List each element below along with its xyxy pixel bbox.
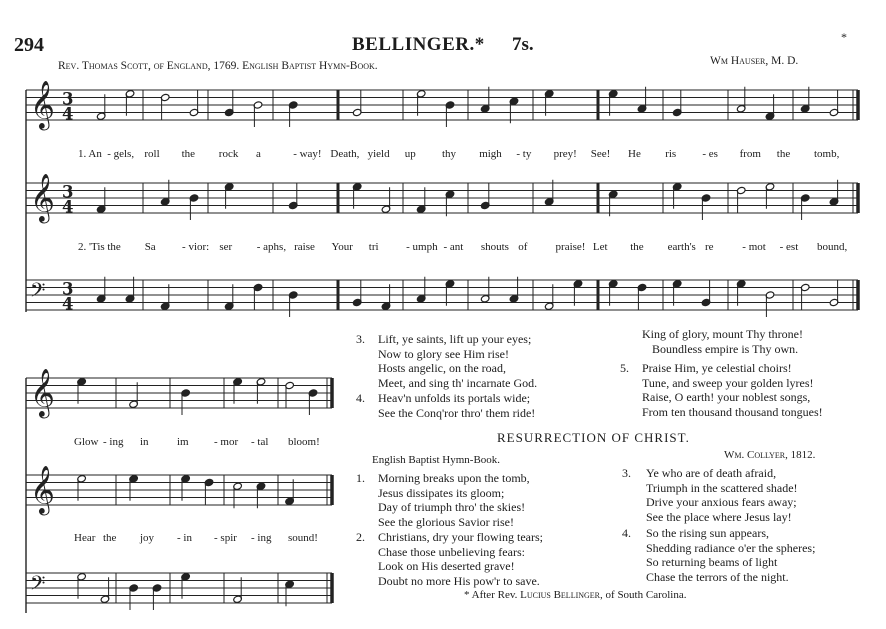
lyric-syllable: the bbox=[107, 241, 121, 253]
lyric-syllable: - mot bbox=[742, 241, 766, 253]
lyric-syllable: in bbox=[140, 436, 149, 448]
lyric-syllable: sound! bbox=[288, 532, 318, 544]
lyric-syllable: - ty bbox=[516, 148, 532, 160]
lyric-syllable: up bbox=[404, 148, 416, 160]
lyric-syllable: - ing bbox=[103, 436, 124, 448]
lyric-syllable: roll bbox=[144, 148, 160, 160]
lyric-syllable: - aphs, bbox=[256, 241, 287, 253]
verse-line: Shedding radiance o'er the spheres; bbox=[646, 540, 816, 555]
verse-line: Boundless empire is Thy own. bbox=[652, 341, 799, 356]
stanza-number: 3. bbox=[622, 466, 631, 480]
verse-line: Praise Him, ye celestial choirs! bbox=[642, 361, 792, 375]
verse-line: Chase those unbelieving fears: bbox=[378, 544, 525, 559]
lyric-syllable: shouts bbox=[480, 241, 509, 253]
verse-line: Morning breaks upon the tomb, bbox=[378, 471, 530, 485]
verse-line: See the place where Jesus lay! bbox=[646, 509, 792, 524]
verse-line: Lift, ye saints, lift up your eyes; bbox=[378, 332, 532, 346]
lyric-syllable: migh bbox=[479, 148, 502, 160]
lyric-syllable: - in bbox=[177, 532, 192, 544]
hymn2-source: English Baptist Hymn-Book. bbox=[372, 454, 501, 466]
stanza-number: 2. bbox=[356, 530, 365, 544]
lyric-syllable: the bbox=[103, 532, 117, 544]
page-number: 294 bbox=[14, 34, 44, 56]
verse-line: Now to glory see Him rise! bbox=[378, 346, 509, 361]
lyric-syllable: joy bbox=[140, 532, 155, 544]
lyric-syllable: - gels, bbox=[107, 148, 135, 160]
lyric-syllable: ser bbox=[219, 241, 233, 253]
lyric-syllable: rock bbox=[218, 148, 239, 160]
stanza-text bbox=[378, 332, 537, 390]
time-signature-icon: 4 bbox=[62, 197, 74, 217]
bass-clef-icon: 𝄢 bbox=[30, 571, 46, 600]
lyric-syllable: - es bbox=[702, 148, 718, 160]
stanza-text bbox=[642, 361, 823, 419]
verse-line: Raise, O earth! your noblest songs, bbox=[642, 390, 811, 405]
treble-clef-icon: 𝄞 bbox=[30, 79, 55, 129]
lyric-syllable: Hear bbox=[74, 532, 96, 544]
lyric-syllable: a bbox=[256, 148, 261, 160]
lyric-syllable: 2. 'Tis bbox=[78, 241, 105, 253]
stanza-number: 3. bbox=[356, 332, 365, 346]
footnote bbox=[464, 589, 687, 601]
lyric-syllable: yield bbox=[367, 148, 390, 160]
lyric-syllable: Your bbox=[331, 241, 353, 253]
stanza-text bbox=[646, 526, 815, 584]
hymn2-author: Wm. Collyer, 1812. bbox=[724, 449, 816, 461]
verse-line: From ten thousand thousand tongues! bbox=[642, 404, 823, 419]
verse-line: Look on His deserted grave! bbox=[378, 559, 515, 574]
verse-line: Drive your anxious fears away; bbox=[646, 495, 797, 510]
lyric-syllable: bound, bbox=[817, 241, 848, 253]
lyric-syllable: earth's bbox=[667, 241, 696, 253]
stanza-number: 1. bbox=[356, 471, 365, 485]
verse-line: Christians, dry your flowing tears; bbox=[378, 530, 543, 544]
lyric-syllable: raise bbox=[294, 241, 315, 253]
verse-line: Jesus dissipates its gloom; bbox=[378, 485, 505, 500]
lyric-syllable: the bbox=[181, 148, 196, 160]
lyric-syllable: - vior: bbox=[182, 241, 210, 253]
lyric-syllable: im bbox=[177, 436, 189, 448]
stanza-number: 5. bbox=[620, 361, 629, 375]
lyric-syllable: re bbox=[704, 241, 714, 253]
meter-label: 7s. bbox=[512, 34, 534, 55]
stanza-text bbox=[378, 471, 530, 529]
words-credit: Rev. Thomas Scott, of England, 1769. English Baptist Hymn-Book. bbox=[58, 60, 378, 72]
footnote-prefix: * After Rev. bbox=[464, 589, 518, 601]
lyric-syllable: - ant bbox=[443, 241, 464, 253]
lyric-syllable: praise! bbox=[555, 241, 586, 253]
verse-line: Triumph in the scattered shade! bbox=[646, 480, 798, 495]
lyric-syllable: ris bbox=[665, 148, 677, 160]
footnote-name: Lucius Bellinger, bbox=[520, 589, 603, 601]
treble-clef-icon: 𝄞 bbox=[30, 367, 55, 417]
lyric-syllable: of bbox=[518, 241, 528, 253]
lyric-syllable: Sa bbox=[144, 241, 156, 253]
stanza-text bbox=[378, 391, 535, 420]
time-signature-icon: 3 bbox=[62, 89, 74, 109]
verse-line: Chase the terrors of the night. bbox=[646, 569, 789, 584]
stanza-text-continued bbox=[642, 327, 803, 356]
stanza-text bbox=[646, 466, 798, 524]
verse-line: Heav'n unfolds its portals wide; bbox=[378, 391, 531, 405]
hymn2-title: RESURRECTION OF CHRIST. bbox=[497, 430, 690, 445]
time-signature-icon: 3 bbox=[62, 279, 74, 299]
verse-line: Tune, and sweep your golden lyres! bbox=[642, 375, 814, 390]
lyric-syllable: 1. An bbox=[78, 148, 102, 160]
verse-line: See the Conq'ror thro' them ride! bbox=[378, 405, 536, 420]
verse-line: Day of triumph thro' the skies! bbox=[378, 500, 526, 515]
verse-line: So the rising sun appears, bbox=[646, 526, 769, 540]
lyric-syllable: tomb, bbox=[814, 148, 840, 160]
lyric-syllable: bloom! bbox=[288, 436, 320, 448]
corner-mark: * bbox=[841, 30, 847, 44]
time-signature-icon: 3 bbox=[62, 182, 74, 202]
stanza-text bbox=[378, 530, 543, 588]
lyric-syllable: prey! bbox=[553, 148, 577, 160]
stanza-number: 4. bbox=[356, 391, 365, 405]
lyric-syllable: See! bbox=[590, 148, 611, 160]
lyric-syllable: - umph bbox=[406, 241, 438, 253]
lyric-syllable: - mor bbox=[214, 436, 239, 448]
lyric-syllable: - way! bbox=[293, 148, 322, 160]
lyric-syllable: - tal bbox=[251, 436, 269, 448]
lyric-syllable: - ing bbox=[251, 532, 272, 544]
treble-clef-icon: 𝄞 bbox=[30, 172, 55, 222]
lyric-syllable: from bbox=[739, 148, 761, 160]
time-signature-icon: 4 bbox=[62, 294, 74, 314]
footnote-suffix: of South Carolina. bbox=[605, 589, 687, 601]
lyric-syllable: Glow bbox=[74, 436, 99, 448]
verse-line: Ye who are of death afraid, bbox=[646, 466, 777, 480]
lyric-syllable: the bbox=[630, 241, 644, 253]
verse-line: Doubt no more His pow'r to save. bbox=[378, 573, 540, 588]
lyric-syllable: Death, bbox=[330, 148, 360, 160]
verse-line: Meet, and sing th' incarnate God. bbox=[378, 375, 538, 390]
verse-line: So returning beams of light bbox=[646, 555, 778, 570]
lyric-syllable: thy bbox=[442, 148, 457, 160]
lyric-syllable: Let bbox=[592, 241, 608, 253]
verse-line: See the glorious Savior rise! bbox=[378, 514, 514, 529]
lyric-syllable: He bbox=[628, 148, 641, 160]
verse-line: Hosts angelic, on the road, bbox=[378, 361, 506, 376]
lyric-syllable: the bbox=[776, 148, 791, 160]
music-credit: Wm Hauser, M. D. bbox=[710, 55, 799, 67]
lyric-syllable: - est bbox=[779, 241, 799, 253]
treble-clef-icon: 𝄞 bbox=[30, 464, 55, 514]
time-signature-icon: 4 bbox=[62, 104, 74, 124]
bass-clef-icon: 𝄢 bbox=[30, 278, 46, 307]
tune-title: BELLINGER.* bbox=[352, 34, 485, 55]
lyric-syllable: tri bbox=[368, 241, 379, 253]
verse-line: King of glory, mount Thy throne! bbox=[642, 327, 803, 341]
lyric-syllable: - spir bbox=[214, 532, 237, 544]
stanza-number: 4. bbox=[622, 526, 631, 540]
